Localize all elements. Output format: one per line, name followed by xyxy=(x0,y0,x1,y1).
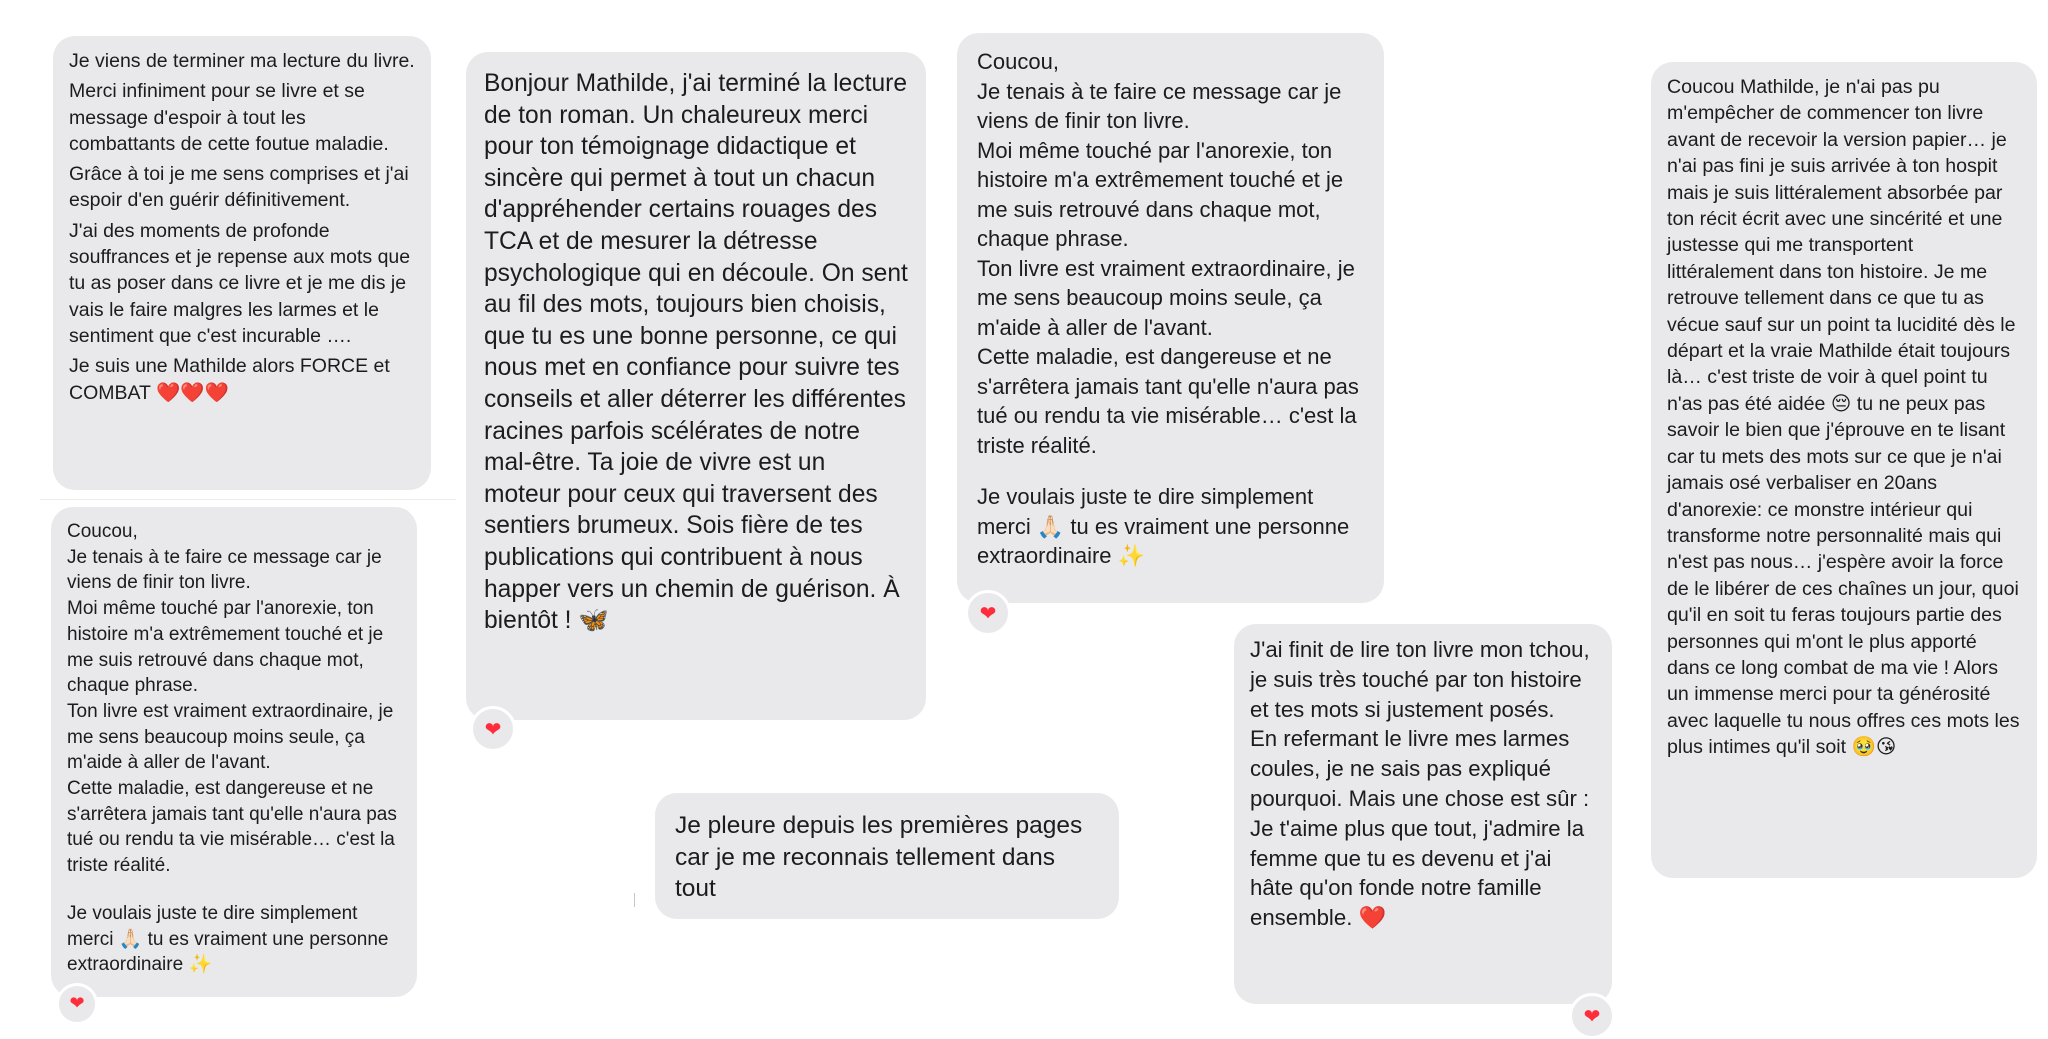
message-bubble-7 xyxy=(1651,62,2037,878)
message-7-paragraph-1: Coucou Mathilde, je n'ai pas pu m'empêcher de commencer ton livre avant de recevoir la version papier… je n'ai pas fini je suis arrivée à ton hospit mais je suis littéralement absorbée par ton récit écrit avec une sincérité et une justesse qui me transportent littéralement dans ton histoire. Je me retrouve tellement dans ce que tu as vécue sauf sur un point ta lucidité dès le départ et la vraie Mathilde était toujours là… c'est triste de voir à quel point tu n'as pas été aidée 😔 tu ne peux pas savoir le bien que j'éprouve en te lisant car tu mets des mots sur ce que je n'ai jamais osé verbaliser en 20ans d'anorexie: ce monstre intérieur qui transforme notre personnalité mais qui n'est pas nous… j'espère avoir la force de le libérer de ces chaînes un jour, quoi qu'il en soit tu feras toujours partie des personnes qui m'ont le plus apporté dans ce long combat de ma vie ! Alors un immense merci pour ta générosité avec laquelle tu nous offres ces mots les plus intimes qu'il soit 🥹😘 xyxy=(1667,76,2020,759)
heart-reaction-icon[interactable]: ❤ xyxy=(470,706,516,752)
message-1-paragraph-2: Merci infiniment pour se livre et se message d'espoir à tout les combattants de cette foutue maladie. xyxy=(69,80,389,155)
message-3-paragraph-1: Coucou, xyxy=(977,49,1059,74)
message-5-paragraph-1: Je pleure depuis les premières pages car je me reconnais tellement dans tout xyxy=(675,812,1083,902)
message-bubble-2 xyxy=(466,52,926,720)
tick-mark xyxy=(634,893,635,907)
message-2-paragraph-1: Bonjour Mathilde, j'ai terminé la lecture de ton roman. Un chaleureux merci pour ton témoignage didactique et sincère qui permet à tout un chacun d'appréhender certains rouages des TCA et de mesurer la détresse psychologique qui en découle. On sent au fil des mots, toujours bien choisis, que tu es une bonne personne, ce qui nous met en confiance pour suivre tes conseils et aller déterrer les différentes racines parfois scélérates de notre mal-être. Ta joie de vivre est un moteur pour ceux qui traversent des sentiers brumeux. Sois fière de tes publications qui contribuent à nous happer vers un chemin de guérison. À bientôt ! 🦋 xyxy=(484,70,908,635)
message-3-paragraph-4: Ton livre est vraiment extraordinaire, je me sens beaucoup moins seule, ça m'aide à aller de l'avant. xyxy=(977,255,1355,340)
message-4-paragraph-1: Coucou, xyxy=(67,521,138,542)
message-1-paragraph-3: Grâce à toi je me sens comprises et j'ai espoir d'en guérir définitivement. xyxy=(69,163,409,212)
divider-left xyxy=(40,499,456,500)
message-bubble-1 xyxy=(53,36,431,490)
message-3-paragraph-3: Moi même touché par l'anorexie, ton histoire m'a extrêmement touché et je me suis retrouvé dans chaque mot, chaque phrase. xyxy=(977,137,1344,251)
message-4-paragraph-6: Je voulais juste te dire simplement merci 🙏🏻 tu es vraiment une personne extraordinaire ✨ xyxy=(67,902,389,976)
message-bubble-3 xyxy=(957,33,1384,603)
message-4-paragraph-4: Ton livre est vraiment extraordinaire, je me sens beaucoup moins seule, ça m'aide à aller de l'avant. xyxy=(67,700,394,774)
heart-reaction-icon[interactable]: ❤ xyxy=(965,590,1011,636)
message-4-paragraph-2: Je tenais à te faire ce message car je viens de finir ton livre. xyxy=(67,546,382,594)
message-3-paragraph-2: Je tenais à te faire ce message car je viens de finir ton livre. xyxy=(977,78,1342,133)
message-3-paragraph-6: Je voulais juste te dire simplement merci 🙏🏻 tu es vraiment une personne extraordinaire ✨ xyxy=(977,484,1350,568)
heart-reaction-icon[interactable]: ❤ xyxy=(1569,993,1615,1039)
heart-reaction-icon[interactable]: ❤ xyxy=(56,983,98,1025)
message-4-paragraph-5: Cette maladie, est dangereuse et ne s'arrêtera jamais tant qu'elle n'aura pas tué ou rendu ta vie misérable… c'est la triste réalité. xyxy=(67,778,397,877)
message-4-paragraph-3: Moi même touché par l'anorexie, ton histoire m'a extrêmement touché et je me suis retrouvé dans chaque mot, chaque phrase. xyxy=(67,598,384,697)
message-1-paragraph-4: J'ai des moments de profonde souffrances et je repense aux mots que tu as poser dans ce livre et je me dis je vais le faire malgres les larmes et le sentiment que c'est incurable …. xyxy=(69,219,411,347)
message-6-paragraph-1: J'ai finit de lire ton livre mon tchou, je suis très touché par ton histoire et tes mots si justement posés. xyxy=(1250,637,1590,722)
message-1-paragraph-1: Je viens de terminer ma lecture du livre. xyxy=(69,50,415,72)
message-6-paragraph-3: Je t'aime plus que tout, j'admire la femme que tu es devenu et j'ai hâte qu'on fonde notre famille ensemble. ❤️ xyxy=(1250,815,1585,931)
message-3-paragraph-5: Cette maladie, est dangereuse et ne s'arrêtera jamais tant qu'elle n'aura pas tué ou rendu ta vie misérable… c'est la triste réalité. xyxy=(977,344,1359,458)
message-bubble-4 xyxy=(51,507,417,997)
message-bubble-6 xyxy=(1234,624,1612,1004)
message-6-paragraph-2: En refermant le livre mes larmes coules, je ne sais pas expliqué pourquoi. Mais une chose est sûr : xyxy=(1250,726,1590,811)
message-bubble-5 xyxy=(655,793,1119,919)
message-1-paragraph-5: Je suis une Mathilde alors FORCE et COMBAT ❤️❤️❤️ xyxy=(69,355,390,404)
